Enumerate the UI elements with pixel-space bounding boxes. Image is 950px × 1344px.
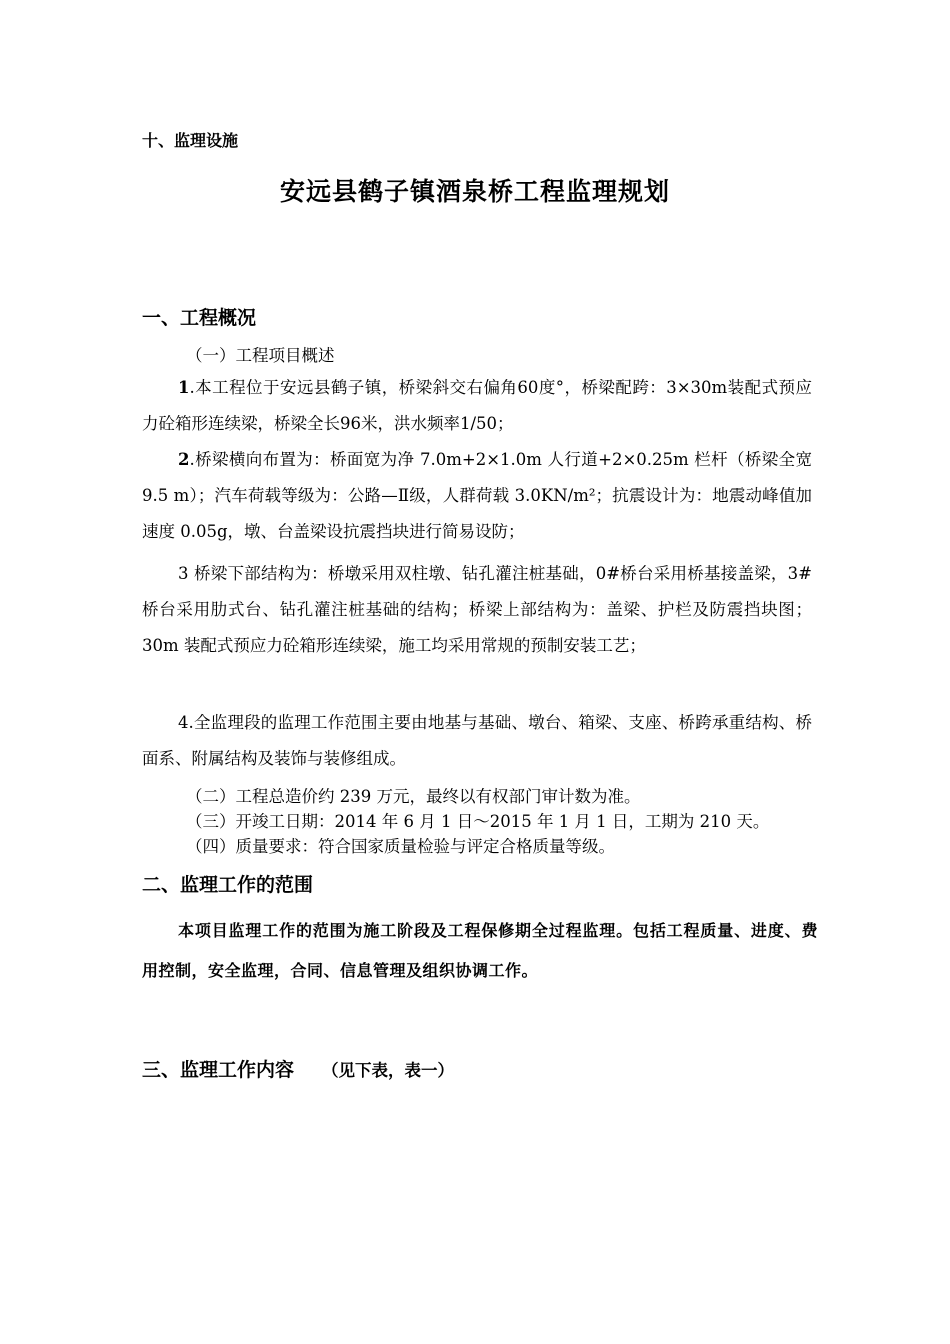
section-two-scope-text [142, 911, 818, 991]
subsection-three-schedule: （三）开竣工日期：2014 年 6 月 1 日～2015 年 1 月 1 日，工期为 210 天。 [186, 812, 770, 831]
overview-item-3 [142, 556, 812, 664]
item-2-text: .桥梁横向布置为：桥面宽为净 7.0m+2×1.0m 人行道+2×0.25m 栏杆（桥梁全宽 9.5 m）；汽车荷载等级为：公路—Ⅱ级，人群荷载 3.0KN/m²；抗震设计为：地震动峰值加速度 0.05g，墩、台盖梁设抗震挡块进行简易设防； [142, 450, 812, 541]
document-title: 安远县鹤子镇酒泉桥工程监理规划 [279, 177, 670, 206]
section-three-heading [142, 1055, 454, 1082]
scope-text: 本项目监理工作的范围为施工阶段及工程保修期全过程监理。包括工程质量、进度、费用控制，安全监理，合同、信息管理及组织协调工作。 [142, 921, 818, 980]
section-ten-heading: 十、监理设施 [142, 131, 239, 150]
item-1-number: 1 [178, 378, 190, 397]
overview-item-1 [142, 370, 812, 442]
item-1-text: .本工程位于安远县鹤子镇，桥梁斜交右偏角60度°，桥梁配跨：3×30m装配式预应力砼箱形连续梁，桥梁全长96米，洪水频率1/50； [142, 378, 812, 433]
section-one-heading: 一、工程概况 [142, 307, 257, 329]
subsection-one-label: （一）工程项目概述 [186, 346, 335, 365]
item-2-number: 2 [178, 450, 190, 469]
section-two-heading: 二、监理工作的范围 [142, 874, 314, 896]
section-three-note: （见下表，表一） [322, 1061, 455, 1080]
item-4-text: 4.全监理段的监理工作范围主要由地基与基础、墩台、箱梁、支座、桥跨承重结构、桥面系、附属结构及装饰与装修组成。 [142, 713, 812, 768]
overview-item-4 [142, 705, 812, 777]
item-3-text: 3 桥梁下部结构为：桥墩采用双柱墩、钻孔灌注桩基础，0#桥台采用桥基接盖梁，3#桥台采用肋式台、钻孔灌注桩基础的结构；桥梁上部结构为：盖梁、护栏及防震挡块图；30m 装配式预应力砼箱形连续梁，施工均采用常规的预制安装工艺； [142, 564, 812, 655]
subsection-two-cost: （二）工程总造价约 239 万元，最终以有权部门审计数为准。 [186, 787, 641, 806]
section-three-title: 三、监理工作内容 [142, 1059, 295, 1081]
subsection-four-quality: （四）质量要求：符合国家质量检验与评定合格质量等级。 [186, 837, 615, 856]
overview-item-2 [142, 442, 812, 550]
